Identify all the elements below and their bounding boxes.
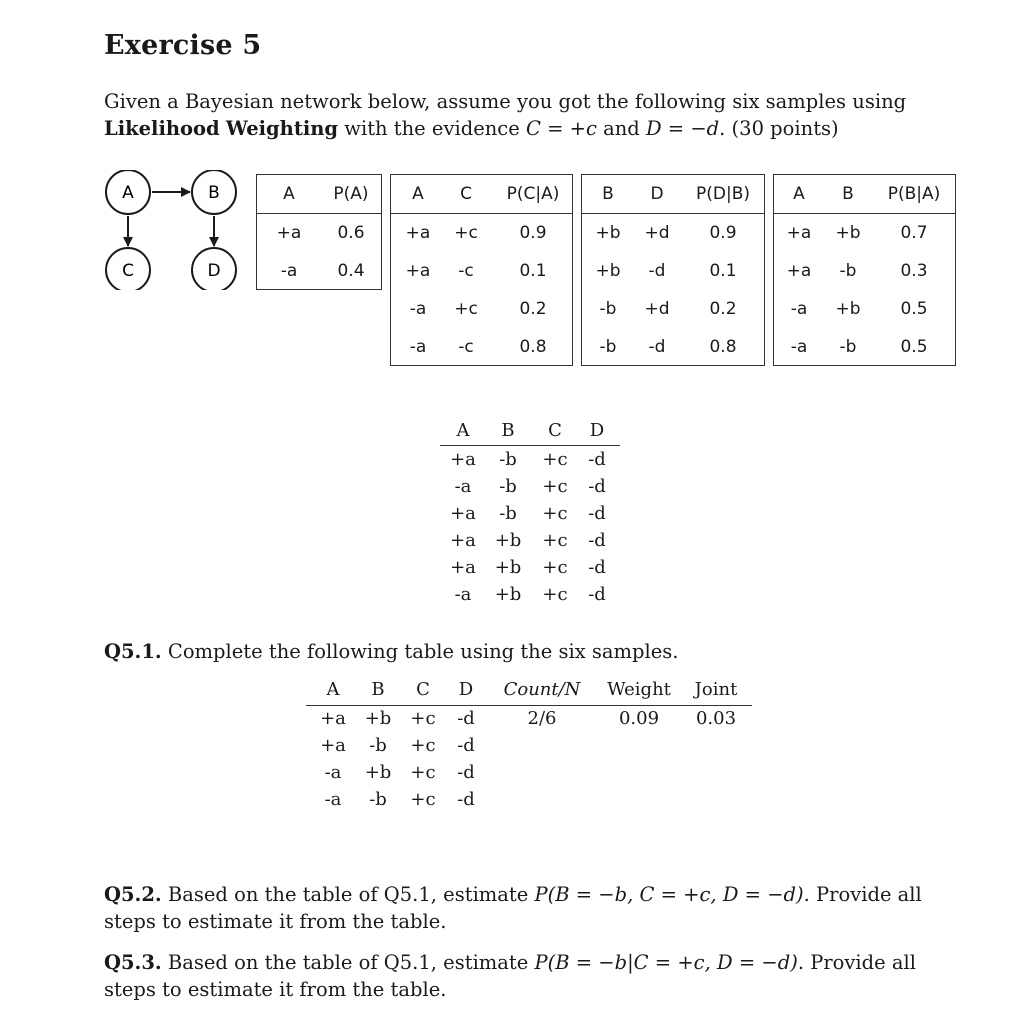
cpt-table-pb-given-a: [773, 174, 956, 366]
table-cell: +c: [410, 789, 436, 810]
q53-question: [104, 949, 964, 1003]
header-cell: B: [842, 184, 854, 204]
node-c: [106, 248, 150, 290]
table-row: [391, 328, 572, 366]
table-cell: -d: [457, 708, 475, 729]
table-cell: -a: [790, 337, 808, 357]
header-cell: Weight: [607, 679, 671, 700]
table-cell: +b: [835, 223, 861, 243]
q52-expression: P(B = −b, C = +c, D = −d): [534, 883, 804, 906]
table-row: [257, 252, 381, 290]
svg-text:A: A: [122, 183, 134, 203]
table-cell: +c: [542, 557, 568, 578]
q51-label: Q5.1.: [104, 640, 162, 663]
header-cell: D: [589, 420, 605, 441]
table-cell: +a: [405, 261, 431, 281]
samples-table: [440, 418, 620, 608]
table-cell: 0.1: [519, 261, 547, 281]
table-cell: 0.6: [337, 223, 365, 243]
intro-bold-likelihood: Likelihood: [104, 117, 220, 140]
q53-label: Q5.3.: [104, 951, 162, 974]
node-a: [106, 170, 150, 214]
table-row: [582, 252, 764, 290]
header-cell: P(A): [333, 184, 369, 204]
table-header: [582, 175, 764, 214]
table-cell: -b: [369, 789, 387, 810]
table-cell: +a: [450, 557, 476, 578]
table-cell: -d: [588, 530, 606, 551]
cpt-table-pa: [256, 174, 382, 290]
q53-text: Based on the table of Q5.1, estimate: [161, 951, 535, 974]
table-cell: -c: [458, 261, 474, 281]
table-cell: +d: [644, 299, 670, 319]
evidence-c: C = +c: [525, 117, 597, 140]
bayes-network-diagram: [100, 170, 250, 290]
table-cell: -b: [369, 735, 387, 756]
header-cell: A: [326, 679, 340, 700]
table-cell: +d: [644, 223, 670, 243]
header-cell: A: [456, 420, 470, 441]
q52-text: . Provide all steps to estimate it from the table.: [104, 883, 922, 933]
exercise-title: Exercise 5: [104, 30, 262, 61]
table-row: [582, 214, 764, 252]
table-cell: +a: [450, 503, 476, 524]
intro-paragraph: [104, 88, 964, 142]
header-cell: D: [650, 184, 664, 204]
table-cell: +c: [410, 708, 436, 729]
table-cell: +a: [450, 449, 476, 470]
table-cell: -d: [588, 476, 606, 497]
table-cell: 0.8: [709, 337, 737, 357]
q53-expression: P(B = −b|C = +c, D = −d): [534, 951, 798, 974]
header-cell: B: [501, 420, 515, 441]
table-cell: -d: [648, 261, 666, 281]
table-cell: +c: [542, 476, 568, 497]
table-cell: +c: [454, 299, 478, 319]
header-cell: A: [412, 184, 424, 204]
table-cell: +a: [405, 223, 431, 243]
table-header: [257, 175, 381, 214]
q51-question: [104, 638, 964, 665]
table-cell: -b: [839, 337, 857, 357]
table-row: [582, 290, 764, 328]
table-cell: 0.1: [709, 261, 737, 281]
header-cell: C: [416, 679, 430, 700]
table-cell: -b: [839, 261, 857, 281]
q52-question: [104, 881, 964, 935]
header-cell: A: [283, 184, 295, 204]
table-cell: -b: [599, 299, 617, 319]
header-cell: C: [548, 420, 562, 441]
header-cell: Count/N: [503, 679, 581, 700]
table-cell: -a: [409, 337, 427, 357]
table-cell: +b: [595, 261, 621, 281]
table-cell: +c: [542, 584, 568, 605]
header-cell: P(C|A): [506, 184, 560, 204]
table-cell: +b: [835, 299, 861, 319]
header-cell: A: [793, 184, 805, 204]
table-cell: +b: [595, 223, 621, 243]
table-row: [774, 252, 955, 290]
table-header: [774, 175, 955, 214]
intro-text: and: [596, 117, 646, 140]
cpt-table-pc-given-a: [390, 174, 573, 366]
table-cell: -a: [280, 261, 298, 281]
table-row: [391, 252, 572, 290]
table-cell: -d: [588, 503, 606, 524]
table-cell: 0.2: [519, 299, 547, 319]
table-cell: +a: [320, 708, 346, 729]
table-cell: +c: [542, 503, 568, 524]
table-cell: +a: [450, 530, 476, 551]
header-cell: P(B|A): [887, 184, 941, 204]
table-row: [257, 214, 381, 252]
table-cell: +b: [494, 584, 522, 605]
table-cell: +c: [410, 762, 436, 783]
header-cell: P(D|B): [696, 184, 750, 204]
table-cell: 0.4: [337, 261, 365, 281]
table-header: [391, 175, 572, 214]
table-cell: +b: [364, 708, 392, 729]
table-cell: +a: [276, 223, 302, 243]
weight-cell: 0.09: [618, 708, 660, 729]
table-cell: +c: [542, 530, 568, 551]
table-cell: 0.5: [900, 299, 928, 319]
intro-bold-weighting: Weighting: [225, 117, 339, 140]
table-row: [774, 214, 955, 252]
table-row: [391, 214, 572, 252]
table-cell: -d: [588, 557, 606, 578]
table-row: [774, 290, 955, 328]
table-cell: -a: [454, 584, 472, 605]
table-cell: +c: [542, 449, 568, 470]
table-cell: -d: [457, 735, 475, 756]
header-cell: C: [460, 184, 472, 204]
node-b: [192, 170, 236, 214]
svg-text:C: C: [122, 261, 134, 281]
table-cell: -a: [324, 762, 342, 783]
table-cell: -d: [588, 584, 606, 605]
table-cell: 0.5: [900, 337, 928, 357]
table-cell: +a: [786, 261, 812, 281]
table-row: [774, 328, 955, 366]
cpt-table-pd-given-b: [581, 174, 765, 366]
intro-text: . (30 points): [719, 117, 839, 140]
q53-text: . Provide all steps to estimate it from the table.: [104, 951, 916, 1001]
table-cell: -d: [588, 449, 606, 470]
table-cell: -a: [454, 476, 472, 497]
table-cell: -b: [499, 449, 517, 470]
node-d: [192, 248, 236, 290]
table-cell: -d: [457, 762, 475, 783]
table-cell: +c: [410, 735, 436, 756]
header-cell: Joint: [694, 679, 738, 700]
table-cell: +b: [364, 762, 392, 783]
count-cell: 2/6: [527, 708, 557, 729]
table-cell: 0.2: [709, 299, 737, 319]
evidence-d: D = −d: [645, 117, 720, 140]
table-cell: -d: [648, 337, 666, 357]
svg-text:B: B: [208, 183, 220, 203]
header-cell: D: [458, 679, 474, 700]
table-cell: 0.9: [709, 223, 737, 243]
table-cell: -b: [599, 337, 617, 357]
table-cell: 0.8: [519, 337, 547, 357]
table-cell: -a: [790, 299, 808, 319]
header-cell: B: [602, 184, 614, 204]
table-cell: +b: [494, 557, 522, 578]
table-cell: -a: [409, 299, 427, 319]
table-cell: -b: [499, 476, 517, 497]
q52-label: Q5.2.: [104, 883, 162, 906]
joint-cell: 0.03: [695, 708, 737, 729]
table-cell: 0.3: [900, 261, 928, 281]
q51-text: Complete the following table using the six samples.: [161, 640, 679, 663]
table-cell: -c: [458, 337, 474, 357]
svg-text:D: D: [207, 261, 221, 281]
table-cell: -b: [499, 503, 517, 524]
intro-text: Given a Bayesian network below, assume you got the following six samples using: [104, 90, 907, 113]
table-cell: +b: [494, 530, 522, 551]
table-row: [391, 290, 572, 328]
header-cell: B: [371, 679, 385, 700]
table-cell: 0.7: [900, 223, 928, 243]
header-rule: [440, 445, 620, 446]
table-cell: +c: [454, 223, 478, 243]
table-cell: 0.9: [519, 223, 547, 243]
table-cell: +a: [320, 735, 346, 756]
table-cell: -d: [457, 789, 475, 810]
intro-text: with the evidence: [338, 117, 526, 140]
table-cell: +a: [786, 223, 812, 243]
table-cell: -a: [324, 789, 342, 810]
q51-answer-table: [306, 677, 752, 817]
q52-text: Based on the table of Q5.1, estimate: [161, 883, 535, 906]
header-rule: [306, 705, 752, 706]
table-row: [582, 328, 764, 366]
